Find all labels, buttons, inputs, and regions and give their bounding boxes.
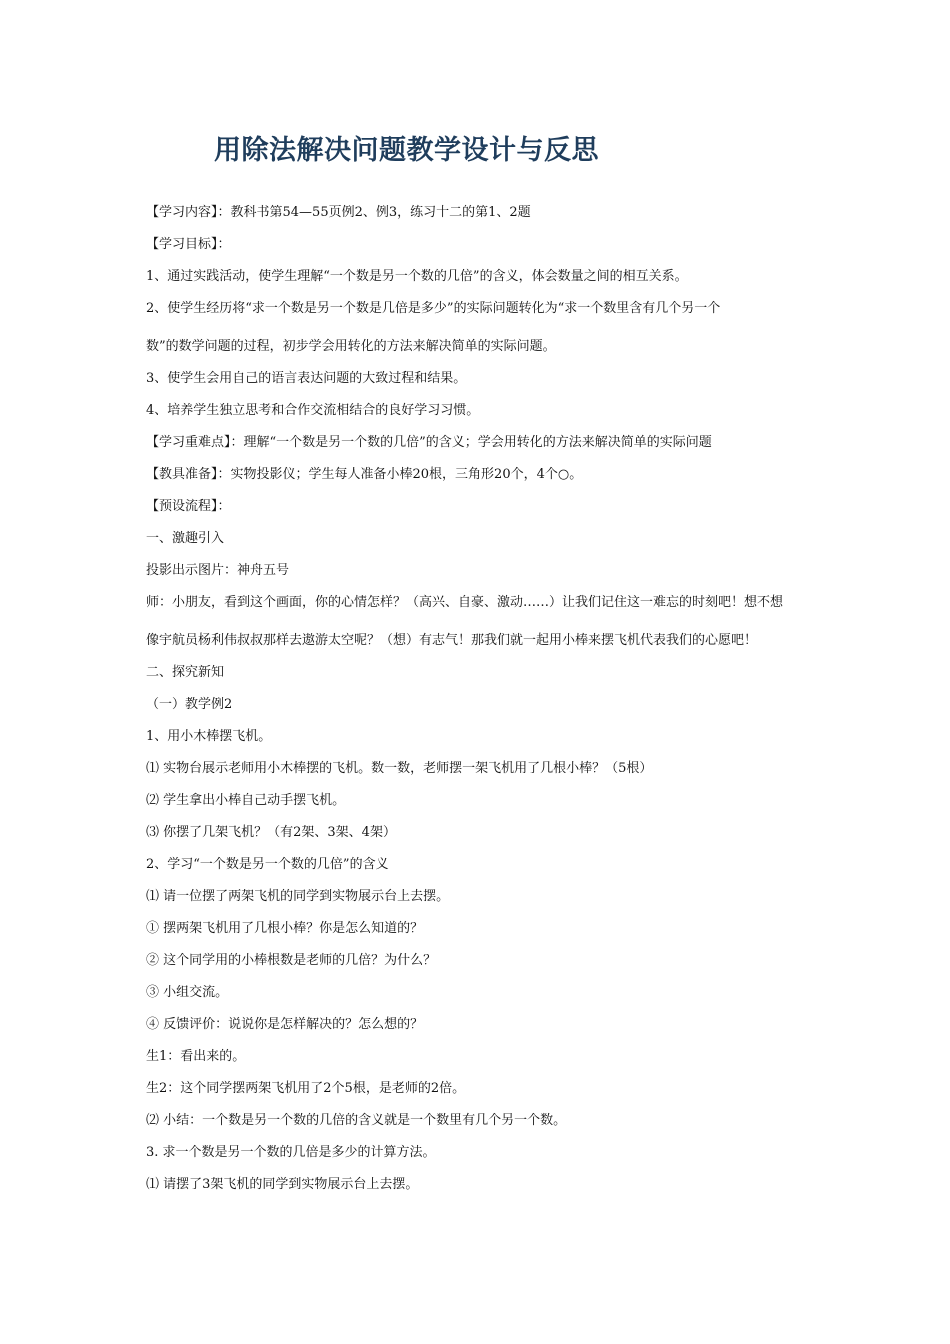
paragraph-line: 【学习内容】：教科书第54—55页例2、例3，练习十二的第1、2题 (146, 205, 531, 220)
paragraph-line: 生2：这个同学摆两架飞机用了2个5根，是老师的2倍。 (146, 1081, 466, 1096)
paragraph-line: ④ 反馈评价：说说你是怎样解决的？怎么想的？ (146, 1017, 424, 1032)
paragraph-line: ⑴ 请一位摆了两架飞机的同学到实物展示台上去摆。 (146, 889, 450, 904)
document-title: 用除法解决问题教学设计与反思 (214, 135, 599, 166)
paragraph-line: 数”的数学问题的过程，初步学会用转化的方法来解决简单的实际问题。 (146, 339, 556, 354)
paragraph-line: 【预设流程】： (146, 499, 231, 514)
paragraph-line: 2、学习“一个数是另一个数的几倍”的含义 (146, 857, 389, 872)
paragraph-line: 投影出示图片：神舟五号 (146, 563, 290, 578)
paragraph-line: 1、通过实践活动，使学生理解“一个数是另一个数的几倍”的含义，体会数量之间的相互关系。 (146, 269, 688, 284)
paragraph-line: （一）教学例2 (146, 697, 233, 712)
paragraph-line: 【学习重难点】：理解“一个数是另一个数的几倍”的含义；学会用转化的方法来解决简单的实际问题 (146, 435, 712, 450)
paragraph-line: ⑴ 请摆了3架飞机的同学到实物展示台上去摆。 (146, 1177, 419, 1192)
paragraph-line: ① 摆两架飞机用了几根小棒？你是怎么知道的？ (146, 921, 424, 936)
paragraph-line: ⑵ 学生拿出小棒自己动手摆飞机。 (146, 793, 346, 808)
paragraph-line: 4、培养学生独立思考和合作交流相结合的良好学习习惯。 (146, 403, 480, 418)
paragraph-line: ⑵ 小结：一个数是另一个数的几倍的含义就是一个数里有几个另一个数。 (146, 1113, 567, 1128)
paragraph-line: 2、使学生经历将“求一个数是另一个数是几倍是多少”的实际问题转化为“求一个数里含有几个另一个 (146, 301, 721, 316)
paragraph-line: ② 这个同学用的小棒根数是老师的几倍？为什么？ (146, 953, 437, 968)
paragraph-line: 像宇航员杨利伟叔叔那样去遨游太空呢？（想）有志气！那我们就一起用小棒来摆飞机代表我们的心愿吧！ (146, 633, 758, 648)
paragraph-line: ⑶ 你摆了几架飞机？（有2架、3架、4架） (146, 825, 396, 840)
paragraph-line: 【学习目标】： (146, 237, 231, 252)
paragraph-line: 二、探究新知 (146, 665, 225, 680)
paragraph-line: 3、使学生会用自己的语言表达问题的大致过程和结果。 (146, 371, 467, 386)
paragraph-line: 3. 求一个数是另一个数的几倍是多少的计算方法。 (146, 1145, 436, 1160)
paragraph-line: ③ 小组交流。 (146, 985, 229, 1000)
paragraph-line: 生1：看出来的。 (146, 1049, 246, 1064)
paragraph-line: 1、用小木棒摆飞机。 (146, 729, 272, 744)
paragraph-line: ⑴ 实物台展示老师用小木棒摆的飞机。数一数，老师摆一架飞机用了几根小棒？（5根） (146, 761, 653, 776)
paragraph-line: 一、激趣引入 (146, 531, 225, 546)
paragraph-line: 师：小朋友，看到这个画面，你的心情怎样？（高兴、自豪、激动……）让我们记住这一难忘的时刻吧！想不想 (146, 595, 784, 610)
paragraph-line: 【教具准备】：实物投影仪；学生每人准备小棒20根，三角形20个，4个○。 (146, 467, 583, 482)
